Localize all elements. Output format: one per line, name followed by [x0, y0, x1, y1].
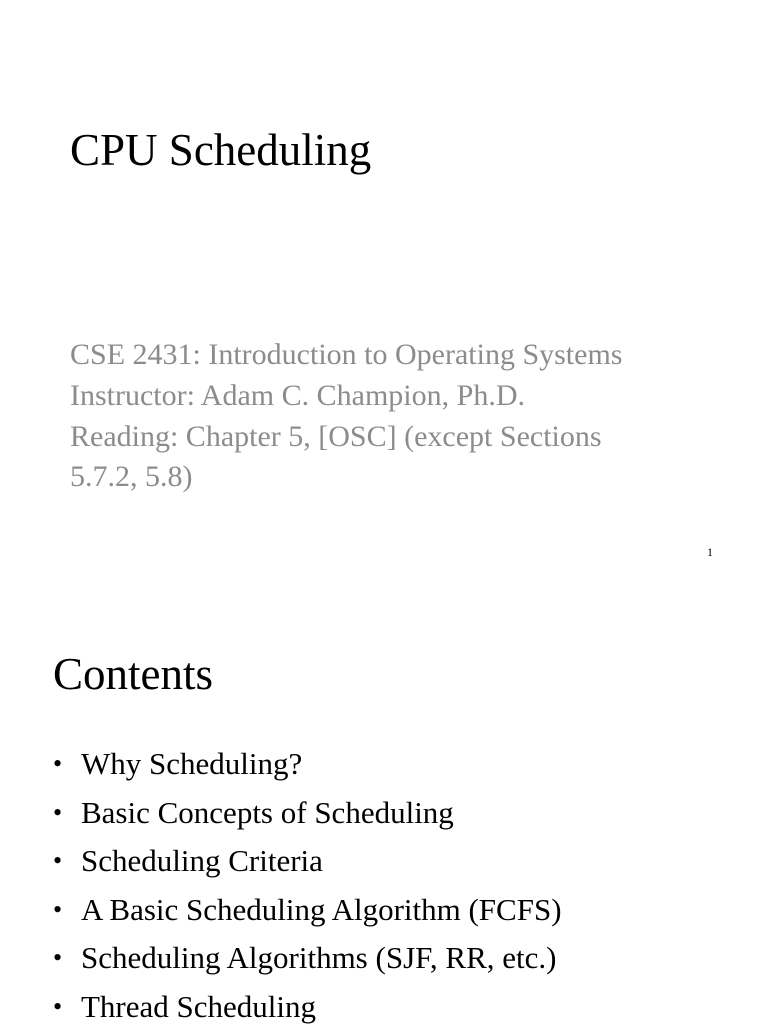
- course-line: CSE 2431: Introduction to Operating Systems: [70, 338, 623, 371]
- list-item-text: Scheduling Criteria: [81, 843, 323, 878]
- list-item: [53, 789, 562, 838]
- bullet-icon: •: [53, 943, 63, 972]
- bullet-icon: •: [53, 749, 63, 778]
- bullet-icon: •: [53, 846, 63, 875]
- list-item: [53, 983, 562, 1024]
- list-item: [53, 886, 562, 935]
- contents-list: [53, 740, 562, 1024]
- slide-number: 1: [707, 545, 713, 559]
- list-item-text: Basic Concepts of Scheduling: [81, 794, 454, 830]
- list-item-text: Why Scheduling?: [81, 746, 303, 781]
- bullet-icon: •: [53, 991, 63, 1021]
- list-item: [53, 934, 562, 983]
- bullet-icon: •: [53, 797, 63, 827]
- contents-title: Contents: [53, 649, 214, 699]
- instructor-line: Instructor: Adam C. Champion, Ph.D.: [70, 379, 525, 412]
- list-item-text: A Basic Scheduling Algorithm (FCFS): [81, 891, 562, 927]
- slide-subtitle: [70, 334, 720, 493]
- reading-line-continued: 5.7.2, 5.8): [70, 460, 193, 493]
- list-item-text: Scheduling Algorithms (SJF, RR, etc.): [81, 940, 557, 975]
- list-item-text: Thread Scheduling: [81, 988, 317, 1024]
- list-item: [53, 837, 562, 886]
- slide-2: [0, 590, 768, 1024]
- bullet-icon: •: [53, 894, 63, 924]
- reading-line: Reading: Chapter 5, [OSC] (except Sections: [70, 420, 602, 453]
- list-item: [53, 740, 562, 789]
- slide-title: CPU Scheduling: [70, 125, 372, 175]
